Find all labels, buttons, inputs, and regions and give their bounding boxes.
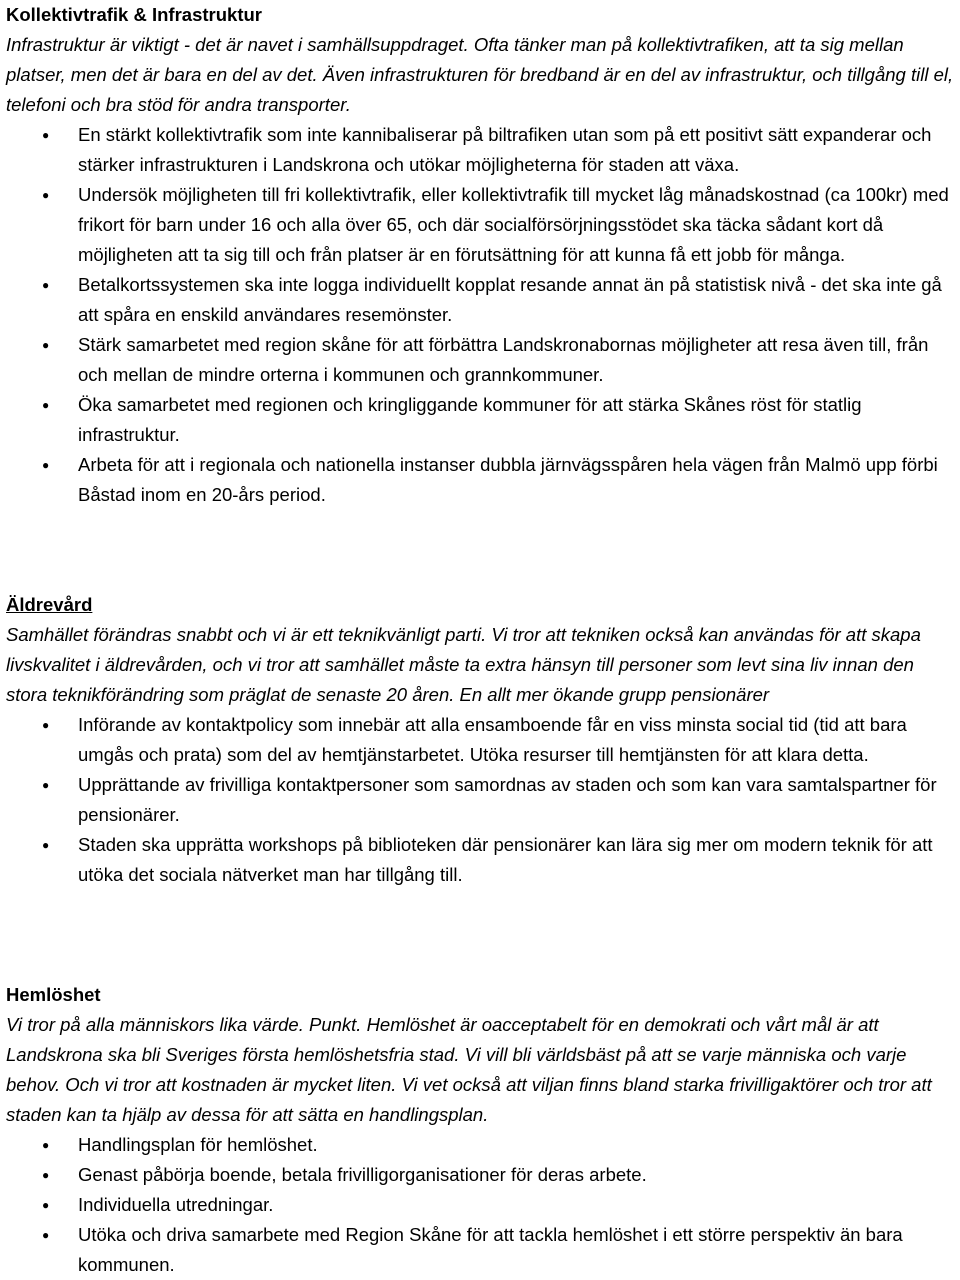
list-item-text: Öka samarbetet med regionen och kringliggande kommuner för att stärka Skånes röst för statlig infrastruktur. bbox=[78, 394, 862, 445]
list-item-text: Arbeta för att i regionala och nationella instanser dubbla järnvägsspåren hela vägen från Malmö upp förbi Båstad inom en 20-års period. bbox=[78, 454, 938, 505]
bullet-icon: ● bbox=[42, 458, 50, 472]
list-item bbox=[6, 1190, 954, 1220]
bullet-list bbox=[6, 710, 954, 890]
list-item-text: Handlingsplan för hemlöshet. bbox=[78, 1134, 318, 1155]
section-intro: Samhället förändras snabbt och vi är ett teknikvänligt parti. Vi tror att tekniken också kan användas för att skapa livskvalitet i äldrevården, och vi tror att samhället måste ta extra hänsyn till personer som levt sina liv innan den stora teknikförändring som präglat de senaste 20 åren. En allt mer ökande grupp pensionärer bbox=[6, 624, 921, 705]
list-item-text: Individuella utredningar. bbox=[78, 1194, 274, 1215]
bullet-list bbox=[6, 120, 954, 510]
list-item-text: Stärk samarbetet med region skåne för att förbättra Landskronabornas möjligheter att resa även till, från och mellan de mindre orterna i kommunen och grannkommuner. bbox=[78, 334, 929, 385]
bullet-list bbox=[6, 1130, 954, 1280]
list-item bbox=[6, 710, 954, 770]
bullet-icon: ● bbox=[42, 398, 50, 412]
list-item bbox=[6, 450, 954, 510]
list-item bbox=[6, 120, 954, 180]
bullet-icon: ● bbox=[42, 278, 50, 292]
section-intro: Infrastruktur är viktigt - det är navet i samhällsuppdraget. Ofta tänker man på kollektivtrafiken, att ta sig mellan platser, men det är bara en del av det. Även infrastrukturen för bredband är en del av infrastruktur, och tillgång till el, telefoni och bra stöd för andra transporter. bbox=[6, 34, 954, 115]
list-item-text: En stärkt kollektivtrafik som inte kannibaliserar på biltrafiken utan som på ett positivt sätt expanderar och stärker infrastrukturen i Landskrona och utökar möjligheterna för staden att växa. bbox=[78, 124, 932, 175]
bullet-icon: ● bbox=[42, 1138, 50, 1152]
list-item bbox=[6, 180, 954, 270]
list-item-text: Genast påbörja boende, betala frivilligorganisationer för deras arbete. bbox=[78, 1164, 647, 1185]
list-item bbox=[6, 1130, 954, 1160]
list-item bbox=[6, 1160, 954, 1190]
section-heading: Kollektivtrafik & Infrastruktur bbox=[6, 4, 262, 25]
list-item-text: Upprättande av frivilliga kontaktpersoner som samordnas av staden och som kan vara samtalspartner för pensionärer. bbox=[78, 774, 937, 825]
list-item bbox=[6, 390, 954, 450]
list-item bbox=[6, 1220, 954, 1280]
list-item-text: Undersök möjligheten till fri kollektivtrafik, eller kollektivtrafik till mycket låg månadskostnad (ca 100kr) med frikort för barn under 16 och alla över 65, och där socialförsörjningsstödet ska täcka sådant kort då möjligheten att ta sig till och från platser är en förutsättning för att kunna få ett jobb för många. bbox=[78, 184, 949, 265]
bullet-icon: ● bbox=[42, 338, 50, 352]
list-item-text: Betalkortssystemen ska inte logga individuellt kopplat resande annat än på statistisk nivå - det ska inte gå att spåra en enskild användares resemönster. bbox=[78, 274, 942, 325]
bullet-icon: ● bbox=[42, 1198, 50, 1212]
list-item bbox=[6, 770, 954, 830]
bullet-icon: ● bbox=[42, 1228, 50, 1242]
section-aldrevard bbox=[6, 590, 954, 980]
section-heading: Äldrevård bbox=[6, 594, 93, 615]
list-item bbox=[6, 270, 954, 330]
list-item-text: Införande av kontaktpolicy som innebär att alla ensamboende får en viss minsta social tid (tid att bara umgås och prata) som del av hemtjänstarbetet. Utöka resurser till hemtjänsten för att klara detta. bbox=[78, 714, 907, 765]
bullet-icon: ● bbox=[42, 718, 50, 732]
section-intro: Vi tror på alla människors lika värde. Punkt. Hemlöshet är oacceptabelt för en demokrati och vårt mål är att Landskrona ska bli Sveriges första hemlöshetsfria stad. Vi vill bli världsbäst på att se varje människa och varje behov. Och vi tror att kostnaden är mycket liten. Vi vet också att viljan finns bland starka frivilligaktörer och tror att staden kan ta hjälp av dessa för att sätta en handlingsplan. bbox=[6, 1014, 932, 1125]
bullet-icon: ● bbox=[42, 778, 50, 792]
bullet-icon: ● bbox=[42, 1168, 50, 1182]
bullet-icon: ● bbox=[42, 188, 50, 202]
section-kollektivtrafik bbox=[6, 0, 954, 590]
list-item bbox=[6, 830, 954, 890]
bullet-icon: ● bbox=[42, 838, 50, 852]
section-hemloshet bbox=[6, 980, 954, 1280]
list-item-text: Staden ska upprätta workshops på biblioteken där pensionärer kan lära sig mer om modern teknik för att utöka det sociala nätverket man har tillgång till. bbox=[78, 834, 933, 885]
section-heading: Hemlöshet bbox=[6, 984, 101, 1005]
list-item bbox=[6, 330, 954, 390]
list-item-text: Utöka och driva samarbete med Region Skåne för att tackla hemlöshet i ett större perspektiv än bara kommunen. bbox=[78, 1224, 903, 1275]
bullet-icon: ● bbox=[42, 128, 50, 142]
